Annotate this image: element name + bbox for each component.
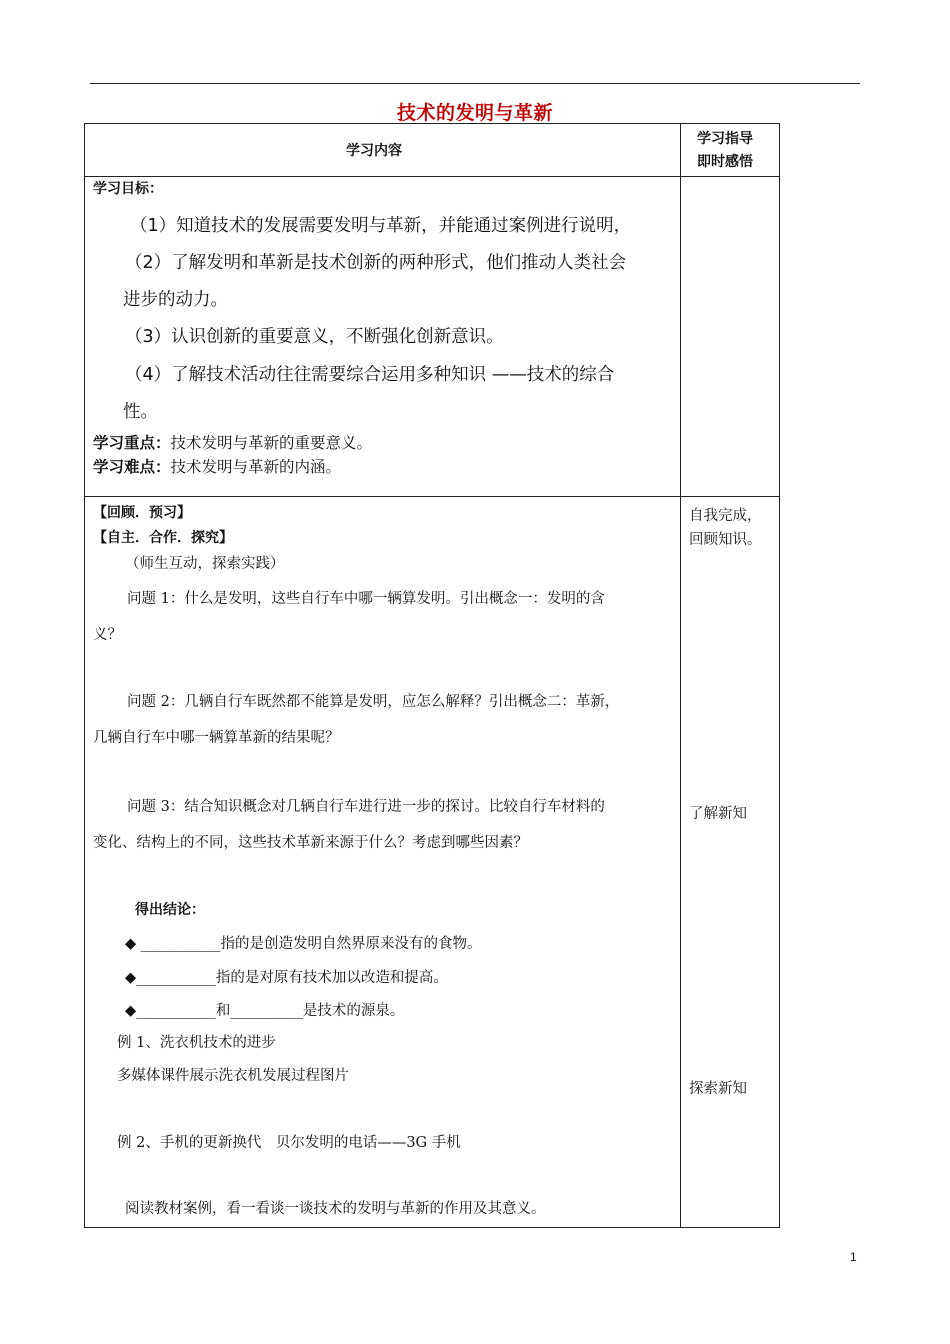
interaction-note: （师生互动，探索实践） [125,556,285,572]
conclusion-bullet-1: ◆ ___________指的是创造发明自然界原来没有的食物。 [125,936,482,952]
guide-header-line1: 学习指导 [697,131,753,147]
conclusion-label: 得出结论： [135,902,205,918]
example-1: 例 1、洗衣机技术的进步 [117,1035,276,1051]
objective-3: （3）认识创新的重要意义，不断强化创新意识。 [125,327,504,347]
header-divider [85,176,779,177]
page-number: 1 [850,1250,857,1264]
top-rule [90,83,860,84]
section-divider [85,496,779,497]
difficult-point [93,455,341,477]
conclusion-bullet-3: ◆___________和__________是技术的源泉。 [125,1003,405,1019]
content-header: 学习内容 [346,143,402,159]
guide-note-1-line1: 自我完成， [689,508,762,524]
column-divider [680,124,681,1227]
question-2-cont: 几辆自行车中哪一辆算革新的结果呢？ [93,730,340,746]
guide-note-3: 探索新知 [689,1081,747,1097]
conclusion-bullet-2: ◆___________指的是对原有技术加以改造和提高。 [125,970,448,986]
guide-header-line2: 即时感悟 [697,154,753,170]
question-3-cont: 变化、结构上的不同，这些技术革新来源于什么？考虑到哪些因素？ [93,835,528,851]
page-title: 技术的发明与革新 [396,102,553,124]
review-heading: 【回顾．预习】 [93,505,191,521]
example-2: 例 2、手机的更新换代 贝尔发明的电话——3G 手机 [117,1135,461,1151]
objective-4-cont: 性。 [123,402,158,422]
lesson-table [84,123,780,1228]
difficult-point-text: 技术发明与革新的内涵。 [170,458,342,476]
key-point [93,431,372,453]
key-point-text: 技术发明与革新的重要意义。 [170,434,373,452]
objective-4: （4）了解技术活动往往需要综合运用多种知识 ——技术的综合 [125,365,615,385]
question-2: 问题 2：几辆自行车既然都不能算是发明，应怎么解释？引出概念二：革新， [127,694,620,710]
guide-note-2: 了解新知 [689,806,747,822]
question-1-cont: 义？ [93,627,122,643]
reading-task: 阅读教材案例，看一看谈一谈技术的发明与革新的作用及其意义。 [125,1201,546,1217]
objective-1: （1）知道技术的发展需要发明与革新，并能通过案例进行说明， [130,216,632,236]
question-3: 问题 3：结合知识概念对几辆自行车进行进一步的探讨。比较自行车材料的 [127,799,605,815]
difficult-point-label: 学习难点： [93,458,171,476]
objective-2-cont: 进步的动力。 [123,290,228,310]
question-1: 问题 1：什么是发明，这些自行车中哪一辆算发明。引出概念一：发明的含 [127,591,605,607]
objectives-label: 学习目标： [93,181,163,197]
key-point-label: 学习重点： [93,434,171,452]
explore-heading: 【自主．合作．探究】 [93,530,233,546]
guide-note-1-line2: 回顾知识。 [689,532,762,548]
objective-2: （2）了解发明和革新是技术创新的两种形式，他们推动人类社会 [125,253,627,273]
example-1-detail: 多媒体课件展示洗衣机发展过程图片 [117,1068,349,1084]
